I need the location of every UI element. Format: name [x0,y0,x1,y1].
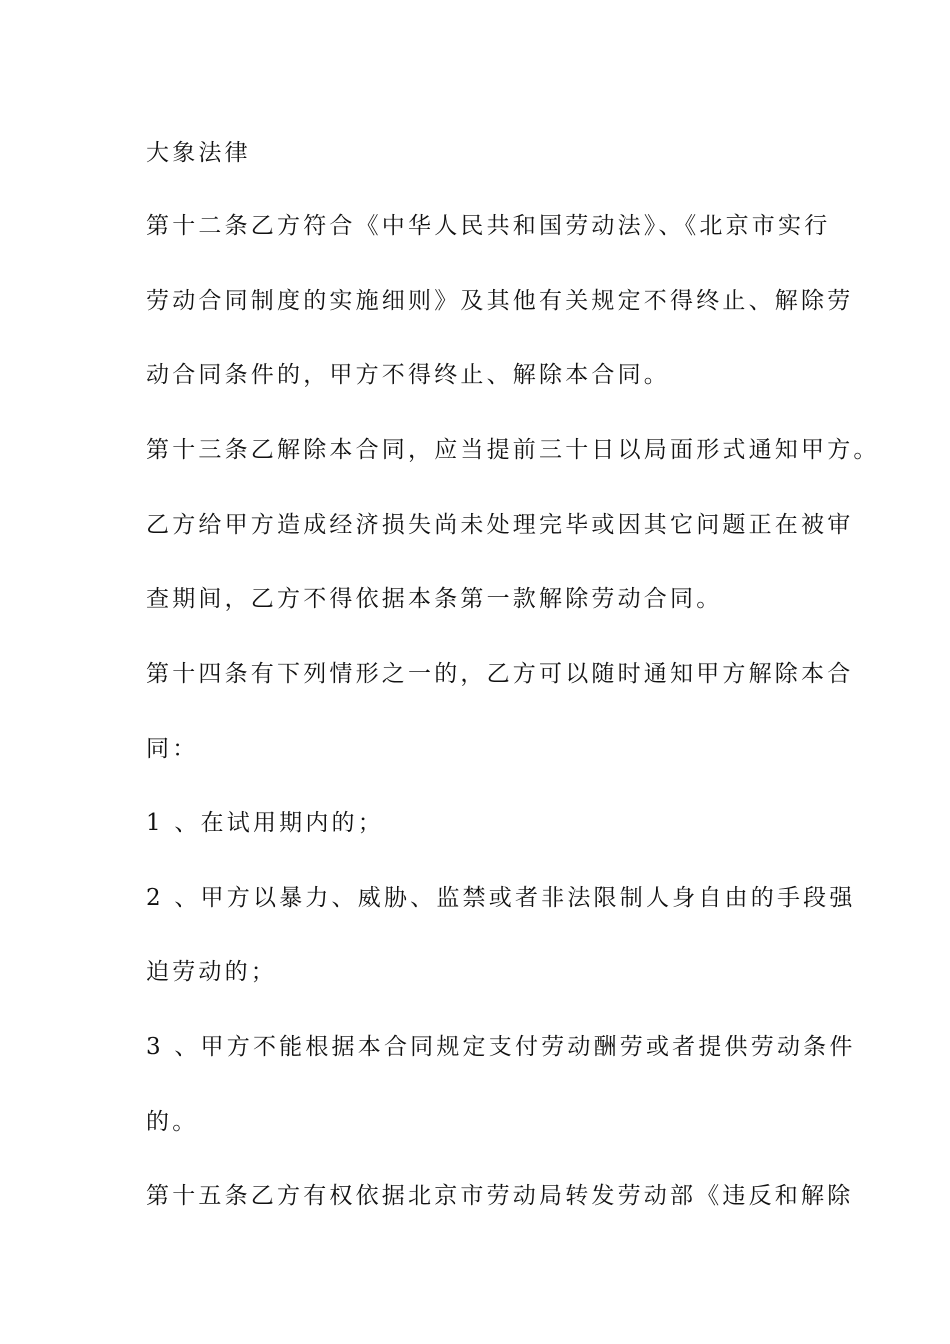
text-line: 劳动合同制度的实施细则》及其他有关规定不得终止、解除劳 [146,288,854,314]
text-line: 第十四条有下列情形之一的，乙方可以随时通知甲方解除本合 [146,661,854,687]
text-line: 第十二条乙方符合《中华人民共和国劳动法》、《北京市实行 [146,213,831,239]
text-line: 乙方给甲方造成经济损失尚未处理完毕或因其它问题正在被审 [146,512,854,538]
text-line: 同： [146,736,199,762]
document-header: 大象法律 [146,140,251,166]
text-line: 查期间，乙方不得依据本条第一款解除劳动合同。 [146,586,723,612]
text-line: 1 、在试用期内的； [146,810,384,836]
text-line: 第十五条乙方有权依据北京市劳动局转发劳动部《违反和解除 [146,1183,854,1209]
text-line: 3 、甲方不能根据本合同规定支付劳动酬劳或者提供劳动条件 [146,1034,856,1060]
text-line: 2 、甲方以暴力、威胁、监禁或者非法限制人身自由的手段强 [146,885,856,911]
text-line: 迫劳动的； [146,959,277,985]
text-line: 动合同条件的，甲方不得终止、解除本合同。 [146,362,670,388]
text-line: 的。 [146,1109,199,1135]
text-line: 第十三条乙解除本合同，应当提前三十日以局面形式通知甲方。 [146,437,880,463]
